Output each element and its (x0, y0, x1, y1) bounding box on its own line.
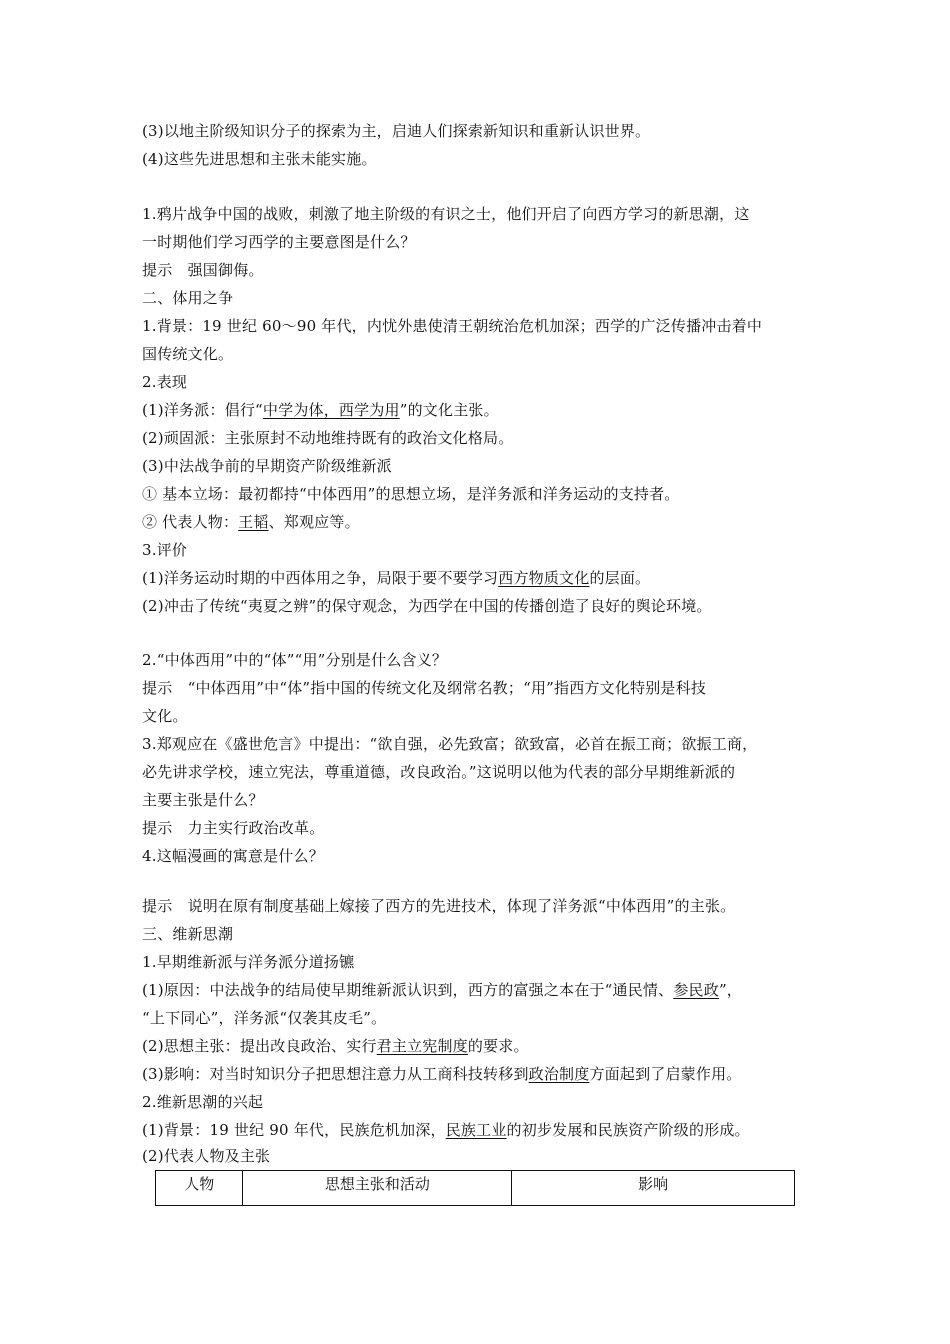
text-line: 1.背景：19 世纪 60～90 年代，内忧外患使清王朝统治危机加深；西学的广泛传播冲击着中 (142, 317, 763, 335)
table-header-row (156, 1171, 795, 1206)
text-line: 主要主张是什么？ (142, 791, 264, 809)
underlined-term: 西方物质文化 (498, 569, 590, 587)
hint-3: 提示 力主实行政治改革。 (142, 819, 325, 837)
text-line: (2)冲击了传统“夷夏之辨”的保守观念，为西学在中国的传播创造了良好的舆论环境。 (142, 597, 712, 615)
table-header-ideas: 思想主张和活动 (243, 1171, 512, 1206)
hint-2: 提示 “中体西用”中“体”指中国的传统文化及纲常名教；“用”指西方文化特别是科技 (142, 679, 707, 697)
text-line: (3)以地主阶级知识分子的探索为主，启迪人们探索新知识和重新认识世界。 (142, 122, 651, 140)
text-line: 文化。 (142, 707, 188, 725)
underlined-term: 王韬 (238, 513, 269, 531)
question-2: 2.“中体西用”中的“体”“用”分别是什么含义？ (142, 651, 448, 669)
text-line: (2)思想主张：提出改良政治、实行君主立宪制度的要求。 (142, 1037, 529, 1055)
text-line: 1.早期维新派与洋务派分道扬镳 (142, 953, 355, 971)
question-1: 1.鸦片战争中国的战败，刺激了地主阶级的有识之士，他们开启了向西方学习的新思潮，这 (142, 205, 750, 223)
hint-4: 提示 说明在原有制度基础上嫁接了西方的先进技术，体现了洋务派“中体西用”的主张。 (142, 897, 736, 915)
table-header-influence: 影响 (512, 1171, 795, 1206)
text-line: 2.表现 (142, 373, 188, 391)
text-line: ② 代表人物：王韬、郑观应等。 (142, 513, 360, 531)
table-header-person: 人物 (156, 1171, 243, 1206)
text-line: 必先讲求学校，速立宪法，尊重道德，改良政治。”这说明以他为代表的部分早期维新派的 (142, 763, 736, 781)
text-line: (1)洋务运动时期的中西体用之争，局限于要不要学习西方物质文化的层面。 (142, 569, 651, 587)
text-line: ① 基本立场：最初都持“中体西用”的思想立场，是洋务派和洋务运动的支持者。 (142, 485, 680, 503)
text-line: (3)影响：对当时知识分子把思想注意力从工商科技转移到政治制度方面起到了启蒙作用。 (142, 1065, 742, 1083)
text-line: (4)这些先进思想和主张未能实施。 (142, 150, 377, 168)
section-heading-2: 二、体用之争 (142, 289, 234, 307)
text-line: 一时期他们学习西学的主要意图是什么？ (142, 233, 416, 251)
underlined-term: 政治制度 (528, 1065, 590, 1083)
question-4: 4.这幅漫画的寓意是什么？ (142, 847, 324, 865)
text-line: (1)原因：中法战争的结局使早期维新派认识到，西方的富强之本在于“通民情、参民政”， (142, 981, 743, 999)
hint-1: 提示 强国御侮。 (142, 261, 264, 279)
text-line: “上下同心”，洋务派“仅袭其皮毛”。 (142, 1009, 387, 1027)
question-3: 3.郑观应在《盛世危言》中提出：“欲自强，必先致富；欲致富，必首在振工商；欲振工商， (142, 735, 758, 753)
text-line: (2)代表人物及主张 (142, 1147, 271, 1165)
text-line: (1)洋务派：倡行“中学为体，西学为用”的文化主张。 (142, 401, 499, 419)
underlined-term: 参民政 (673, 981, 719, 999)
text-line: 国传统文化。 (142, 345, 234, 363)
representatives-table (155, 1170, 795, 1206)
underlined-term: 中学为体，西学为用 (262, 401, 400, 419)
text-line: (1)背景：19 世纪 90 年代，民族危机加深，民族工业的初步发展和民族资产阶级的形成。 (142, 1121, 750, 1139)
text-line: (2)顽固派：主张原封不动地维持既有的政治文化格局。 (142, 429, 514, 447)
text-line: 2.维新思潮的兴起 (142, 1093, 264, 1111)
underlined-term: 君主立宪制度 (376, 1037, 468, 1055)
section-heading-3: 三、维新思潮 (142, 925, 234, 943)
text-line: 3.评价 (142, 541, 188, 559)
underlined-term: 民族工业 (445, 1121, 507, 1139)
text-line: (3)中法战争前的早期资产阶级维新派 (142, 457, 392, 475)
